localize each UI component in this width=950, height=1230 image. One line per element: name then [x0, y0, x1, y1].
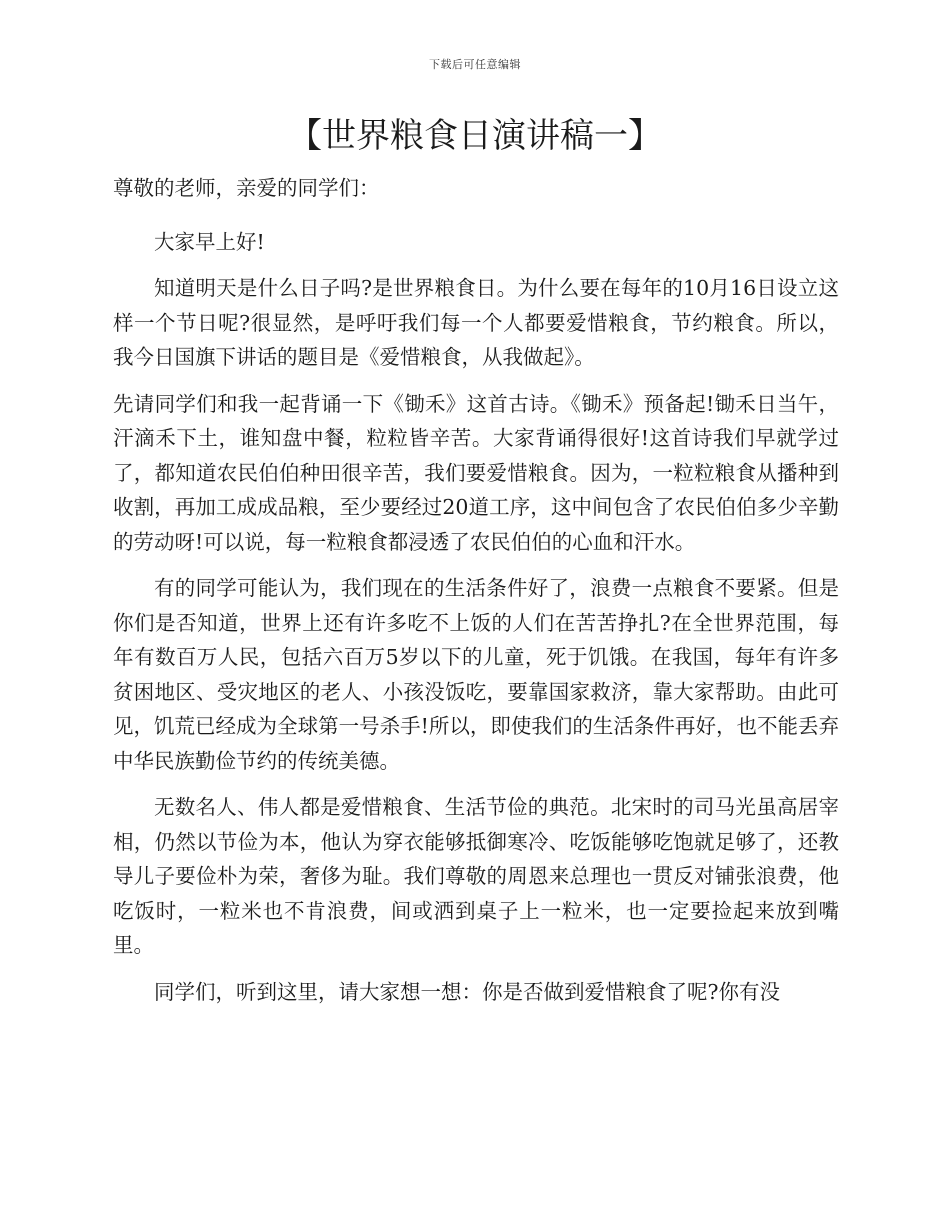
paragraph-greeting: 大家早上好! — [154, 229, 265, 254]
paragraph-role-models: 无数名人、伟人都是爱惜粮食、生活节俭的典范。北宋时的司马光虽高居宰相，仍然以节俭为本，他认为穿衣能够抵御寒冷、吃饭能够吃饱就足够了，还教导儿子要俭朴为荣，奢侈为耻。我们尊敬的周恩来总理也一贯反对铺张浪费，他吃饭时，一粒米也不肯浪费，间或洒到桌子上一粒米，也一定要捡起来放到嘴里。 — [113, 795, 839, 957]
paragraph-reflection: 同学们，听到这里，请大家想一想：你是否做到爱惜粮食了呢?你有没 — [154, 979, 780, 1004]
page-header-note: 下载后可任意编辑 — [429, 58, 521, 71]
paragraph-poem: 先请同学们和我一起背诵一下《锄禾》这首古诗。《锄禾》预备起!锄禾日当午，汗滴禾下土，谁知盘中餐，粒粒皆辛苦。大家背诵得很好!这首诗我们早就学过了，都知道农民伯伯种田很辛苦，我们要爱惜粮食。因为，一粒粒粮食从播种到收割，再加工成成品粮，至少要经过20道工序，这中间包含了农民伯伯多少辛勤的劳动呀!可以说，每一粒粮食都浸透了农民伯伯的心血和汗水。 — [113, 391, 839, 554]
document-body — [113, 171, 839, 1021]
document-title: 【世界粮食日演讲稿一】 — [288, 116, 662, 156]
paragraph-intro: 知道明天是什么日子吗?是世界粮食日。为什么要在每年的10月16日设立这样一个节日呢?很显然，是呼吁我们每一个人都要爱惜粮食，节约粮食。所以，我今日国旗下讲话的题目是《爱惜粮食，从我做起》。 — [113, 276, 839, 369]
salutation: 尊敬的老师，亲爱的同学们： — [113, 176, 380, 200]
paragraph-hunger: 有的同学可能认为，我们现在的生活条件好了，浪费一点粮食不要紧。但是你们是否知道，世界上还有许多吃不上饭的人们在苦苦挣扎?在全世界范围，每年有数百万人民，包括六百万5岁以下的儿童，死于饥饿。在我国，每年有许多贫困地区、受灾地区的老人、小孩没饭吃，要靠国家救济，靠大家帮助。由此可见，饥荒已经成为全球第一号杀手!所以，即使我们的生活条件再好，也不能丢弃中华民族勤俭节约的传统美德。 — [113, 576, 839, 773]
